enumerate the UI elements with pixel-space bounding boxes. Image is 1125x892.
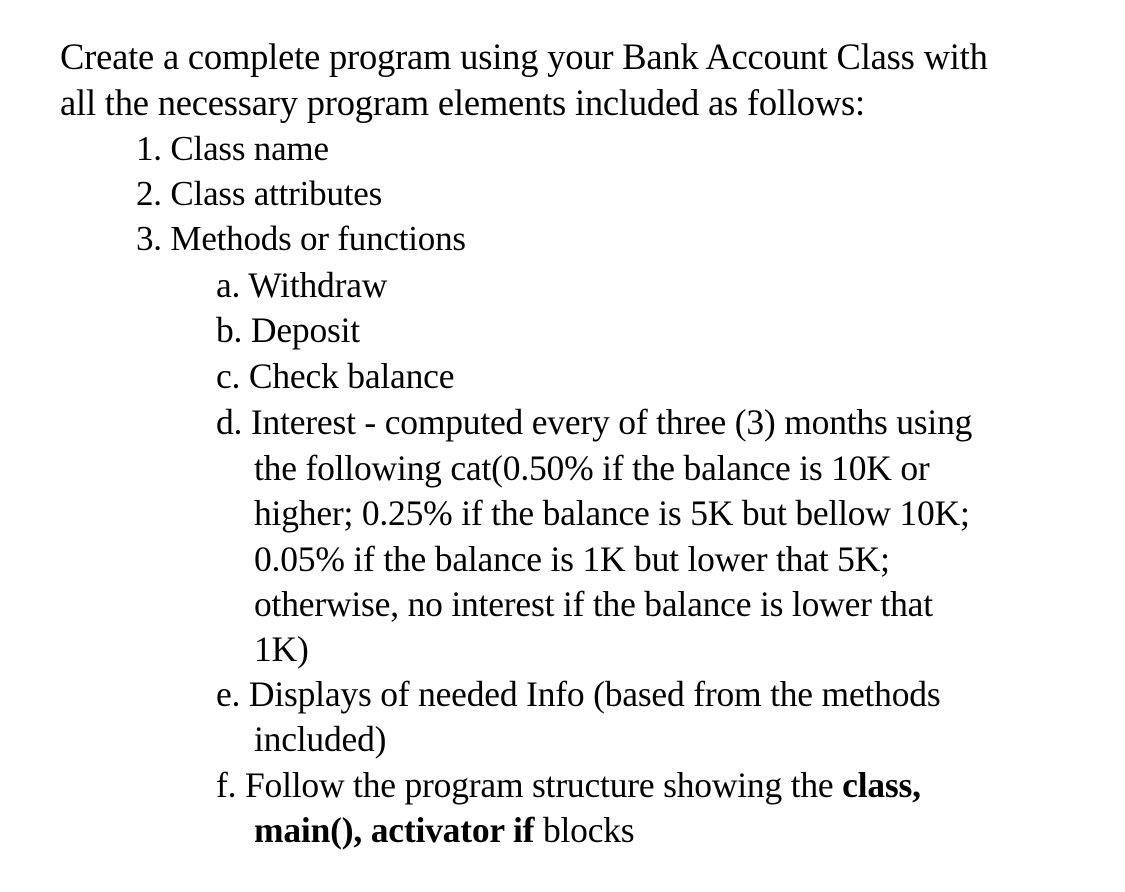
structure-text-blocks: blocks <box>534 810 635 850</box>
sub-item-check-balance: c. Check balance <box>216 356 455 396</box>
sub-item-display-line-1: e. Displays of needed Info (based from the methods <box>216 674 941 714</box>
sub-item-interest-line-1: d. Interest - computed every of three (3) months using <box>216 402 973 442</box>
sub-item-structure-line-1 <box>216 762 921 808</box>
structure-bold-class: class, <box>842 765 921 805</box>
structure-text: f. Follow the program structure showing the <box>216 765 843 805</box>
structure-bold-main: main(), activator if <box>254 810 535 850</box>
sub-item-interest-line-4: 0.05% if the balance is 1K but lower that 5K; <box>254 539 890 579</box>
sub-item-display-line-2: included) <box>254 719 387 759</box>
sub-item-deposit: b. Deposit <box>216 310 360 350</box>
sub-item-withdraw: a. Withdraw <box>216 265 388 305</box>
sub-item-structure-line-2 <box>254 807 634 853</box>
sub-item-interest-line-6: 1K) <box>254 629 309 669</box>
list-item-class-attributes: 2. Class attributes <box>136 174 383 213</box>
sub-item-interest-line-2: the following cat(0.50% if the balance is 10K or <box>254 448 930 488</box>
list-item-class-name: 1. Class name <box>136 129 329 168</box>
sub-item-interest-line-5: otherwise, no interest if the balance is lower that <box>254 584 933 624</box>
intro-line-1: Create a complete program using your Bank Account Class with <box>60 36 988 77</box>
sub-item-interest-line-3: higher; 0.25% if the balance is 5K but bellow 10K; <box>254 493 970 533</box>
list-item-methods: 3. Methods or functions <box>136 219 466 258</box>
intro-line-2: all the necessary program elements included as follows: <box>60 82 865 123</box>
